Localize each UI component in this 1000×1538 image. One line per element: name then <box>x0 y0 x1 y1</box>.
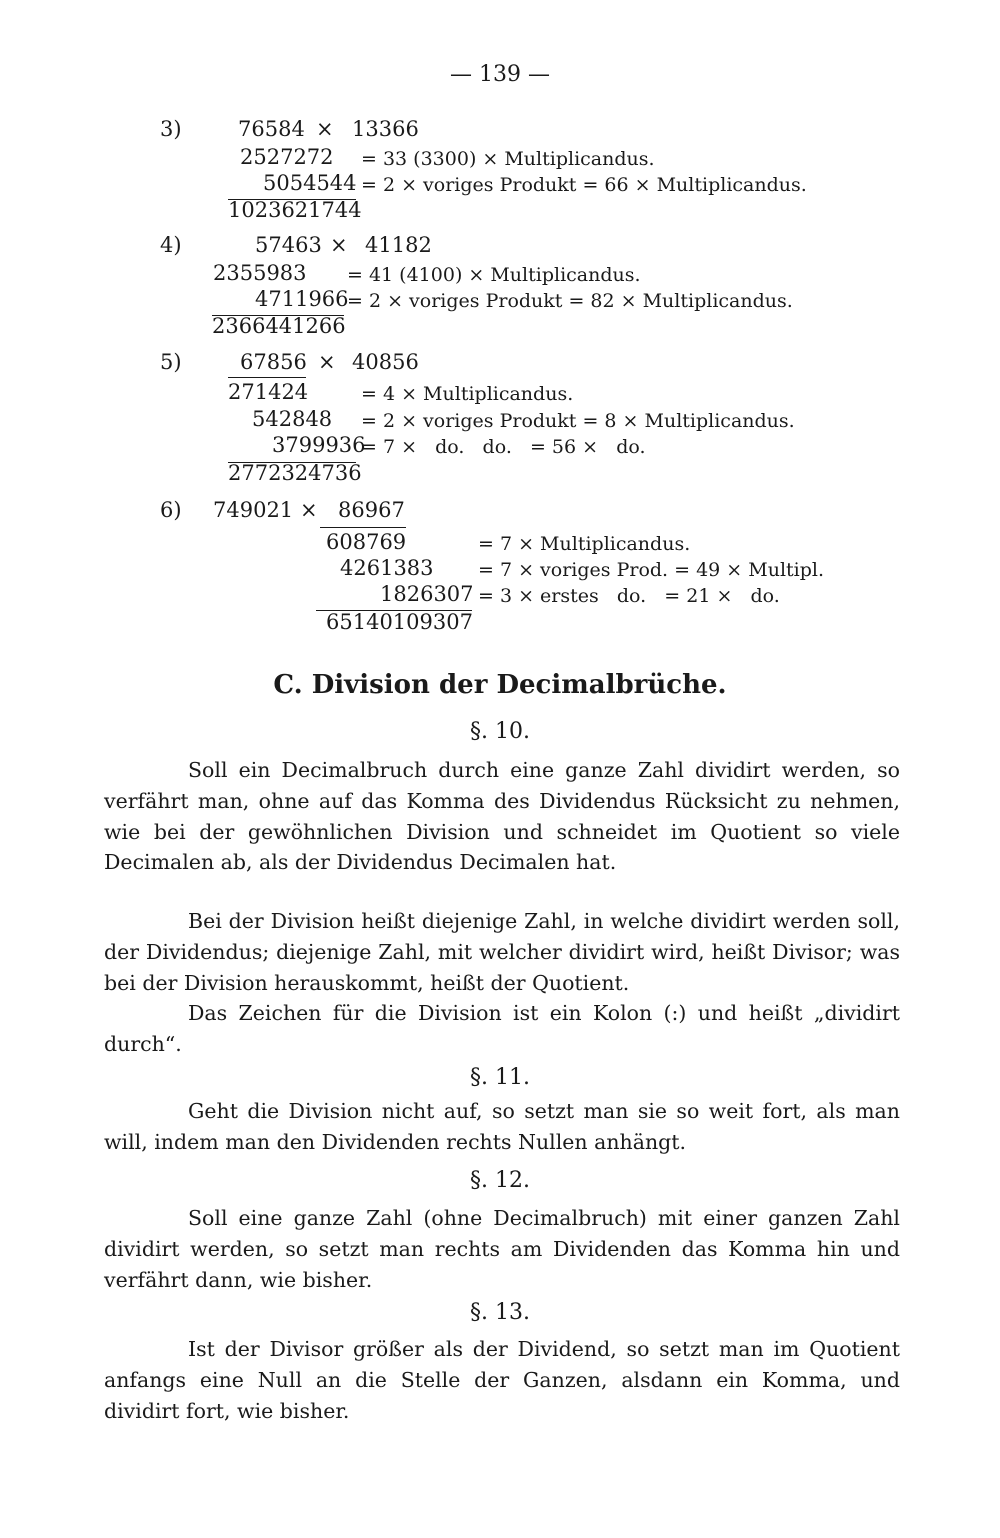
factor-b: 86967 <box>338 498 405 522</box>
result: 2772324736 <box>228 461 362 485</box>
multiplier-rule <box>320 527 406 528</box>
times-sign: × <box>318 350 336 374</box>
partial-product: 1826307 <box>380 582 474 606</box>
section-title: §. 10. <box>470 719 530 744</box>
partial-product: 2355983 <box>213 261 307 285</box>
paragraph: Soll eine ganze Zahl (ohne Decimalbruch) mit einer ganzen Zahl dividirt werden, so setzt man rechts am Dividenden das Komma hin und verfährt dann, wie bisher. <box>104 1206 900 1292</box>
partial-product: 5054544 <box>263 171 357 195</box>
partial-note: = 33 (3300) × Multiplicandus. <box>361 148 655 170</box>
factor-b: 41182 <box>365 233 432 257</box>
factor-a: 67856 <box>240 350 307 374</box>
factor-a: 57463 <box>255 233 322 257</box>
partial-product: 271424 <box>228 380 309 404</box>
paragraph: Soll ein Decimalbruch durch eine ganze Zahl dividirt werden, so verfährt man, ohne auf das Komma des Dividendus Rücksicht zu nehmen, wie bei der gewöhnlichen Division und schneidet im Quotient so viele Decimalen ab, als der Dividendus Decimalen hat. <box>104 758 900 875</box>
result: 1023621744 <box>228 198 362 222</box>
times-sign: × <box>300 498 318 522</box>
partial-note: = 2 × voriges Produkt = 8 × Multiplicandus. <box>361 410 795 432</box>
example-label: 5) <box>160 350 182 374</box>
factor-a: 76584 <box>238 117 305 141</box>
partial-note: = 2 × voriges Produkt = 82 × Multiplicandus. <box>347 290 793 312</box>
section-title: §. 12. <box>470 1168 530 1193</box>
partial-product: 4261383 <box>340 556 434 580</box>
partial-note: = 41 (4100) × Multiplicandus. <box>347 264 641 286</box>
partial-product: 4711966 <box>255 287 349 311</box>
times-sign: × <box>330 233 348 257</box>
partial-note: = 7 × voriges Prod. = 49 × Multipl. <box>478 559 825 581</box>
result: 65140109307 <box>326 610 473 634</box>
page-number: — 139 — <box>450 62 550 87</box>
partial-note: = 7 × do. do. = 56 × do. <box>361 436 646 458</box>
partial-product: 2527272 <box>240 145 334 169</box>
partial-product: 608769 <box>326 530 407 554</box>
paragraph: Bei der Division heißt diejenige Zahl, in welche dividirt werden soll, der Dividendus; diejenige Zahl, mit welcher dividirt wird, heißt Divisor; was bei der Division herauskommt, heißt der Quotient. <box>104 909 900 995</box>
example-label: 4) <box>160 233 182 257</box>
example-label: 3) <box>160 117 182 141</box>
times-sign: × <box>316 117 334 141</box>
factor-a: 749021 <box>213 498 294 522</box>
partial-note: = 3 × erstes do. = 21 × do. <box>478 585 780 607</box>
result: 2366441266 <box>212 314 346 338</box>
section-title: §. 11. <box>470 1065 530 1090</box>
factor-b: 40856 <box>352 350 419 374</box>
partial-note: = 4 × Multiplicandus. <box>361 383 574 405</box>
paragraph: Geht die Division nicht auf, so setzt man sie so weit fort, als man will, indem man den Dividenden rechts Nullen anhängt. <box>104 1099 900 1154</box>
multiplicand-rule <box>228 377 306 378</box>
section-title: §. 13. <box>470 1300 530 1325</box>
partial-note: = 2 × voriges Produkt = 66 × Multiplicandus. <box>361 174 807 196</box>
paragraph: Ist der Divisor größer als der Dividend, so setzt man im Quotient anfangs eine Null an die Stelle der Ganzen, alsdann ein Komma, und dividirt fort, wie bisher. <box>104 1337 900 1423</box>
partial-note: = 7 × Multiplicandus. <box>478 533 691 555</box>
chapter-heading: C. Division der Decimalbrüche. <box>273 670 727 700</box>
example-label: 6) <box>160 498 182 522</box>
factor-b: 13366 <box>352 117 419 141</box>
partial-product: 542848 <box>252 407 333 431</box>
paragraph: Das Zeichen für die Division ist ein Kolon (:) und heißt „dividirt durch“. <box>104 1001 900 1056</box>
partial-product: 3799936 <box>272 433 366 457</box>
